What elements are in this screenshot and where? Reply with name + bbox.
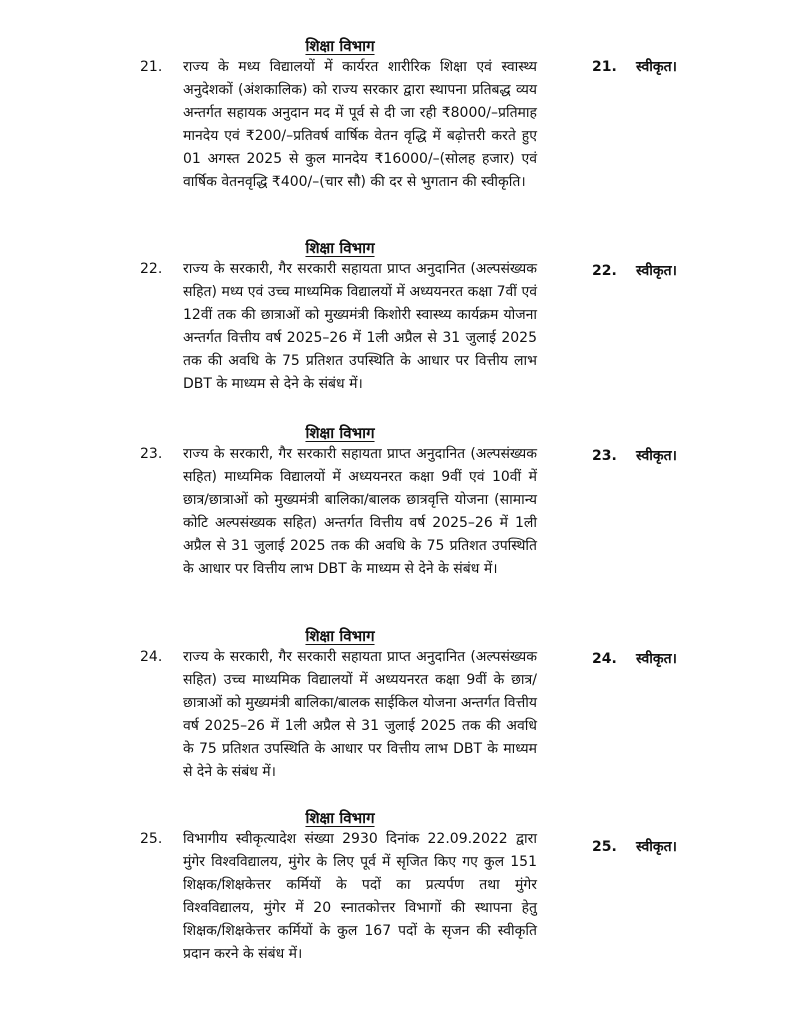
decision-status: स्वीकृत। [636, 448, 677, 464]
decision-number: 21. [592, 59, 617, 75]
item-description: विभागीय स्वीकृत्यादेश संख्या 2930 दिनांक 22.09.2022 द्वारा मुंगेर विश्वविद्यालय, मुंगेर के लिए पूर्व में सृजित किए गए कुल 151 शिक्षक/शिक्षकेत्तर कर्मियों के पदों का प्रत्यर्पण तथा मुंगेर विश्वविद्यालय, मुंगेर में 20 स्नातकोत्तर विभागों की स्थापना हेतु शिक्षक/शिक्षकेत्तर कर्मियों के कुल 167 पदों के सृजन की स्वीकृति प्रदान करने के संबंध में। [183, 831, 537, 962]
decision-status: स्वीकृत। [636, 263, 677, 279]
decision-number: 22. [592, 263, 617, 279]
decision [592, 648, 677, 671]
decision-status: स्वीकृत। [636, 651, 677, 667]
item-description: राज्य के सरकारी, गैर सरकारी सहायता प्राप्त अनुदानित (अल्पसंख्यक सहित) उच्च माध्यमिक विद्यालयों में अध्ययनरत कक्षा 9वीं के छात्र/छात्राओं को मुख्यमंत्री बालिका/बालक साईकिल योजना अन्तर्गत वित्तीय वर्ष 2025–26 में 1ली अप्रैल से 31 जुलाई 2025 तक की अवधि के 75 प्रतिशत उपस्थिति के आधार पर वित्तीय लाभ DBT के माध्यम से देने के संबंध में। [183, 649, 537, 780]
item-description: राज्य के सरकारी, गैर सरकारी सहायता प्राप्त अनुदानित (अल्पसंख्यक सहित) माध्यमिक विद्यालयों में अध्ययनरत कक्षा 9वीं एवं 10वीं में छात्र/छात्राओं को मुख्यमंत्री बालिका/बालक छात्रवृत्ति योजना (सामान्य कोटि अल्पसंख्यक सहित) अन्तर्गत वित्तीय वर्ष 2025–26 में 1ली अप्रैल से 31 जुलाई 2025 तक की अवधि के 75 प्रतिशत उपस्थिति के आधार पर वित्तीय लाभ DBT के माध्यम से देने के संबंध में। [183, 446, 537, 577]
department-heading: शिक्षा विभाग [305, 239, 375, 257]
item-number: 24. [140, 649, 163, 665]
decision-number: 24. [592, 651, 617, 667]
decision-number: 25. [592, 839, 617, 855]
decision [592, 260, 677, 283]
department-heading: शिक्षा विभाग [305, 627, 375, 645]
item-number: 25. [140, 831, 163, 847]
department-heading: शिक्षा विभाग [305, 424, 375, 442]
item-number: 22. [140, 261, 163, 277]
item-description: राज्य के मध्य विद्यालयों में कार्यरत शारीरिक शिक्षा एवं स्वास्थ्य अनुदेशकों (अंशकालिक) को राज्य सरकार द्वारा स्थापना प्रतिबद्ध व्यय अन्तर्गत सहायक अनुदान मद में पूर्व से दी जा रही ₹8000/–प्रतिमाह मानदेय एवं ₹200/–प्रतिवर्ष वार्षिक वेतन वृद्धि में बढ़ोत्तरी करते हुए 01 अगस्त 2025 से कुल मानदेय ₹16000/–(सोलह हजार) एवं वार्षिक वेतनवृद्धि ₹400/–(चार सौ) की दर से भुगतान की स्वीकृति। [183, 59, 537, 190]
department-heading: शिक्षा विभाग [305, 809, 375, 827]
decision-number: 23. [592, 448, 617, 464]
item-number: 23. [140, 446, 163, 462]
decision-status: स्वीकृत। [636, 839, 677, 855]
item-number: 21. [140, 59, 163, 75]
decision-status: स्वीकृत। [636, 59, 677, 75]
decision [592, 56, 677, 79]
decision [592, 836, 677, 859]
item-description: राज्य के सरकारी, गैर सरकारी सहायता प्राप्त अनुदानित (अल्पसंख्यक सहित) मध्य एवं उच्च माध्यमिक विद्यालयों में अध्ययनरत कक्षा 7वीं एवं 12वीं तक की छात्राओं को मुख्यमंत्री किशोरी स्वास्थ्य कार्यक्रम योजना अन्तर्गत वित्तीय वर्ष 2025–26 में 1ली अप्रैल से 31 जुलाई 2025 तक की अवधि के 75 प्रतिशत उपस्थिति के आधार पर वित्तीय लाभ DBT के माध्यम से देने के संबंध में। [183, 261, 537, 392]
department-heading: शिक्षा विभाग [305, 37, 375, 55]
decision [592, 445, 677, 468]
